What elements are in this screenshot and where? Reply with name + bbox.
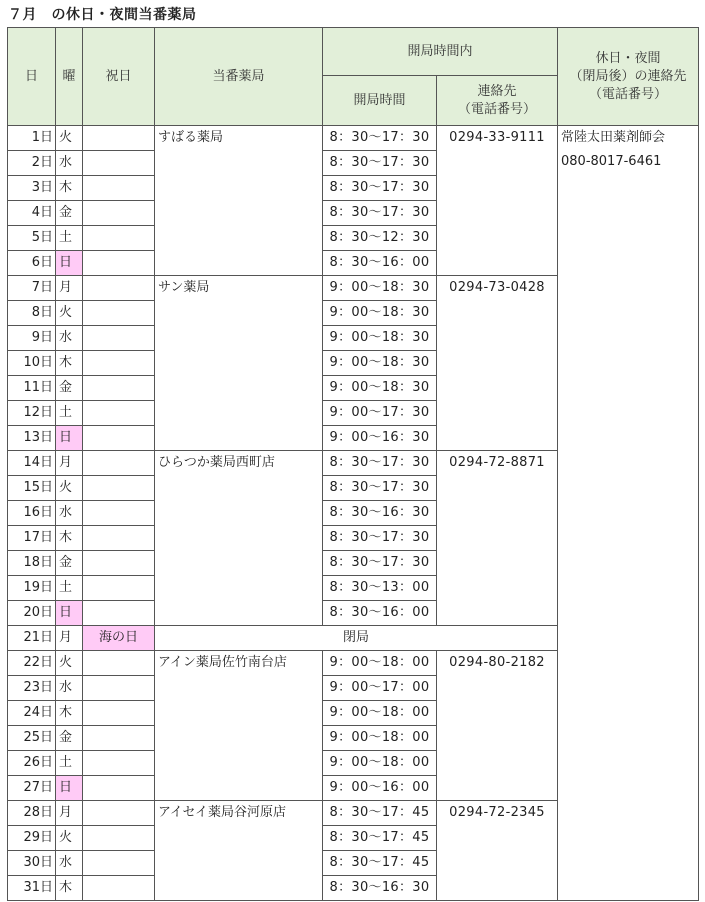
weekday-cell: 火 <box>56 476 83 501</box>
holiday-cell <box>83 651 155 676</box>
holiday-cell <box>83 826 155 851</box>
table-header <box>8 28 699 126</box>
open-hours-cell: 8：30～17：30 <box>323 201 437 226</box>
holiday-cell: 海の日 <box>83 626 155 651</box>
holiday-cell <box>83 576 155 601</box>
open-hours-cell: 8：30～16：30 <box>323 876 437 901</box>
day-cell: 14日 <box>8 451 56 476</box>
open-hours-cell: 9：00～16：30 <box>323 426 437 451</box>
holiday-cell <box>83 526 155 551</box>
open-hours-cell: 8：30～17：30 <box>323 551 437 576</box>
day-cell: 10日 <box>8 351 56 376</box>
open-hours-cell: 8：30～16：00 <box>323 251 437 276</box>
open-hours-cell: 9：00～17：00 <box>323 676 437 701</box>
header-pharmacy: 当番薬局 <box>155 28 323 126</box>
holiday-cell <box>83 201 155 226</box>
holiday-cell <box>83 176 155 201</box>
holiday-cell <box>83 601 155 626</box>
open-hours-cell: 9：00～18：30 <box>323 351 437 376</box>
weekday-cell: 金 <box>56 551 83 576</box>
duty-pharmacy-table <box>7 27 699 901</box>
header-day: 日 <box>8 28 56 126</box>
day-cell: 7日 <box>8 276 56 301</box>
pharmacy-phone: 0294-72-2345 <box>437 801 558 901</box>
day-cell: 20日 <box>8 601 56 626</box>
header-holiday: 祝日 <box>83 28 155 126</box>
day-cell: 6日 <box>8 251 56 276</box>
pharmacy-phone: 0294-73-0428 <box>437 276 558 451</box>
weekday-cell: 月 <box>56 626 83 651</box>
open-hours-cell: 8：30～13：00 <box>323 576 437 601</box>
open-hours-cell: 8：30～17：30 <box>323 176 437 201</box>
holiday-cell <box>83 226 155 251</box>
header-open-hours-group: 開局時間内 <box>323 28 558 76</box>
weekday-cell: 土 <box>56 576 83 601</box>
day-cell: 27日 <box>8 776 56 801</box>
open-hours-cell: 8：30～17：30 <box>323 451 437 476</box>
header-night-line3: （電話番号） <box>589 86 668 102</box>
day-cell: 1日 <box>8 126 56 151</box>
weekday-cell: 火 <box>56 301 83 326</box>
weekday-cell: 木 <box>56 876 83 901</box>
open-hours-cell: 8：30～17：30 <box>323 526 437 551</box>
pharmacy-phone: 0294-72-8871 <box>437 451 558 626</box>
weekday-cell: 金 <box>56 201 83 226</box>
day-cell: 30日 <box>8 851 56 876</box>
day-cell: 15日 <box>8 476 56 501</box>
weekday-cell: 金 <box>56 376 83 401</box>
night-contact-phone: 080-8017-6461 <box>561 154 662 169</box>
weekday-cell: 月 <box>56 451 83 476</box>
weekday-cell: 木 <box>56 701 83 726</box>
pharmacy-name: ひらつか薬局西町店 <box>155 451 323 626</box>
day-cell: 26日 <box>8 751 56 776</box>
holiday-cell <box>83 276 155 301</box>
day-cell: 18日 <box>8 551 56 576</box>
open-hours-cell: 8：30～16：00 <box>323 601 437 626</box>
open-hours-cell: 9：00～18：30 <box>323 276 437 301</box>
weekday-cell: 水 <box>56 851 83 876</box>
weekday-cell: 木 <box>56 176 83 201</box>
pharmacy-name: すばる薬局 <box>155 126 323 276</box>
pharmacy-name: アイセイ薬局谷河原店 <box>155 801 323 901</box>
holiday-cell <box>83 701 155 726</box>
holiday-cell <box>83 676 155 701</box>
open-hours-cell: 9：00～17：30 <box>323 401 437 426</box>
pharmacy-phone: 0294-80-2182 <box>437 651 558 801</box>
day-cell: 16日 <box>8 501 56 526</box>
weekday-cell: 土 <box>56 751 83 776</box>
holiday-cell <box>83 426 155 451</box>
day-cell: 4日 <box>8 201 56 226</box>
open-hours-cell: 8：30～17：30 <box>323 476 437 501</box>
day-cell: 19日 <box>8 576 56 601</box>
weekday-cell: 日 <box>56 776 83 801</box>
closed-status: 閉局 <box>155 626 558 651</box>
holiday-cell <box>83 126 155 151</box>
day-cell: 12日 <box>8 401 56 426</box>
page-title: ７月 の休日・夜間当番薬局 <box>8 7 197 23</box>
weekday-cell: 火 <box>56 126 83 151</box>
day-cell: 5日 <box>8 226 56 251</box>
open-hours-cell: 8：30～17：30 <box>323 151 437 176</box>
open-hours-cell: 9：00～18：00 <box>323 726 437 751</box>
holiday-cell <box>83 151 155 176</box>
pharmacy-name: アイン薬局佐竹南台店 <box>155 651 323 801</box>
header-contact-line2: （電話番号） <box>458 101 537 117</box>
weekday-cell: 木 <box>56 526 83 551</box>
pharmacy-name: サン薬局 <box>155 276 323 451</box>
weekday-cell: 水 <box>56 676 83 701</box>
weekday-cell: 日 <box>56 601 83 626</box>
holiday-cell <box>83 476 155 501</box>
open-hours-cell: 8：30～17：45 <box>323 826 437 851</box>
open-hours-cell: 8：30～17：45 <box>323 851 437 876</box>
open-hours-cell: 9：00～18：00 <box>323 651 437 676</box>
weekday-cell: 日 <box>56 251 83 276</box>
day-cell: 22日 <box>8 651 56 676</box>
day-cell: 28日 <box>8 801 56 826</box>
holiday-cell <box>83 776 155 801</box>
header-night-line1: 休日・夜間 <box>595 50 661 66</box>
day-cell: 11日 <box>8 376 56 401</box>
holiday-cell <box>83 551 155 576</box>
day-cell: 13日 <box>8 426 56 451</box>
day-cell: 21日 <box>8 626 56 651</box>
day-cell: 9日 <box>8 326 56 351</box>
day-cell: 31日 <box>8 876 56 901</box>
weekday-cell: 月 <box>56 276 83 301</box>
holiday-cell <box>83 501 155 526</box>
open-hours-cell: 8：30～16：30 <box>323 501 437 526</box>
weekday-cell: 月 <box>56 801 83 826</box>
table-row <box>8 126 699 151</box>
holiday-cell <box>83 851 155 876</box>
header-contact-line1: 連絡先 <box>477 83 517 99</box>
day-cell: 23日 <box>8 676 56 701</box>
holiday-cell <box>83 251 155 276</box>
holiday-cell <box>83 876 155 901</box>
holiday-cell <box>83 376 155 401</box>
open-hours-cell: 9：00～16：00 <box>323 776 437 801</box>
day-cell: 29日 <box>8 826 56 851</box>
open-hours-cell: 9：00～18：30 <box>323 301 437 326</box>
holiday-cell <box>83 751 155 776</box>
holiday-cell <box>83 451 155 476</box>
day-cell: 24日 <box>8 701 56 726</box>
weekday-cell: 水 <box>56 501 83 526</box>
open-hours-cell: 9：00～18：00 <box>323 751 437 776</box>
weekday-cell: 火 <box>56 826 83 851</box>
holiday-cell <box>83 801 155 826</box>
weekday-cell: 水 <box>56 326 83 351</box>
header-night-contact <box>558 28 699 126</box>
holiday-cell <box>83 326 155 351</box>
pharmacy-phone: 0294-33-9111 <box>437 126 558 276</box>
weekday-cell: 水 <box>56 151 83 176</box>
open-hours-cell: 9：00～18：30 <box>323 326 437 351</box>
weekday-cell: 金 <box>56 726 83 751</box>
open-hours-cell: 9：00～18：30 <box>323 376 437 401</box>
night-contact-cell <box>558 126 699 901</box>
weekday-cell: 日 <box>56 426 83 451</box>
header-weekday: 曜 <box>56 28 83 126</box>
day-cell: 3日 <box>8 176 56 201</box>
header-open-hours: 開局時間 <box>323 76 437 126</box>
day-cell: 25日 <box>8 726 56 751</box>
table-body <box>8 126 699 901</box>
header-night-line2: （閉局後）の連絡先 <box>569 68 687 84</box>
weekday-cell: 土 <box>56 226 83 251</box>
holiday-cell <box>83 726 155 751</box>
header-contact <box>437 76 558 126</box>
open-hours-cell: 8：30～17：30 <box>323 126 437 151</box>
day-cell: 8日 <box>8 301 56 326</box>
day-cell: 2日 <box>8 151 56 176</box>
weekday-cell: 木 <box>56 351 83 376</box>
holiday-cell <box>83 401 155 426</box>
night-contact-name: 常陸太田薬剤師会 <box>561 130 666 145</box>
weekday-cell: 土 <box>56 401 83 426</box>
open-hours-cell: 9：00～18：00 <box>323 701 437 726</box>
weekday-cell: 火 <box>56 651 83 676</box>
holiday-cell <box>83 351 155 376</box>
open-hours-cell: 8：30～17：45 <box>323 801 437 826</box>
open-hours-cell: 8：30～12：30 <box>323 226 437 251</box>
day-cell: 17日 <box>8 526 56 551</box>
holiday-cell <box>83 301 155 326</box>
